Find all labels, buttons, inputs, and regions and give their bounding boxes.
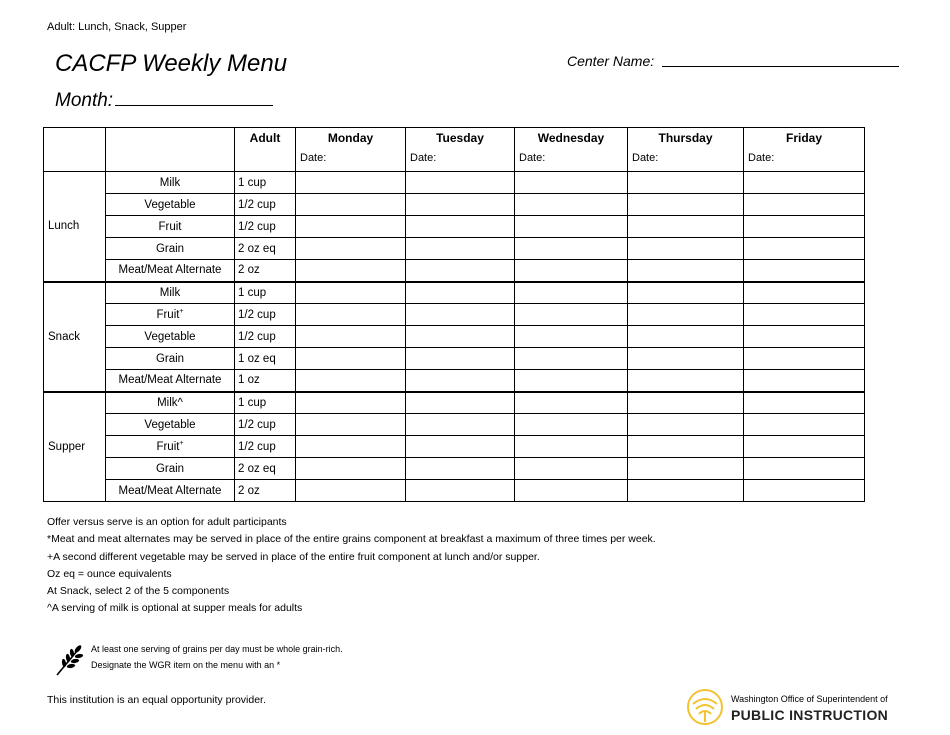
serving-amount: 2 oz eq: [235, 458, 296, 480]
menu-entry-cell[interactable]: [296, 282, 406, 304]
table-row: [44, 238, 865, 260]
table-row: [44, 480, 865, 502]
whole-grain-line: At least one serving of grains per day must be whole grain-rich.: [91, 644, 343, 654]
menu-entry-cell[interactable]: [744, 260, 865, 282]
center-name-label: Center Name:: [567, 53, 655, 69]
serving-amount: 1/2 cup: [235, 194, 296, 216]
serving-amount: 1/2 cup: [235, 216, 296, 238]
menu-entry-cell[interactable]: [296, 172, 406, 194]
menu-entry-cell[interactable]: [406, 172, 515, 194]
meal-label: Snack: [44, 282, 106, 392]
menu-entry-cell[interactable]: [406, 348, 515, 370]
menu-entry-cell[interactable]: [296, 326, 406, 348]
meal-label: Supper: [44, 392, 106, 502]
component-name: Grain: [155, 462, 185, 475]
menu-entry-cell[interactable]: [744, 392, 865, 414]
component-label: [106, 260, 235, 282]
menu-entry-cell[interactable]: [744, 348, 865, 370]
month-field[interactable]: [55, 90, 273, 112]
menu-entry-cell[interactable]: [628, 238, 744, 260]
menu-entry-cell[interactable]: [744, 414, 865, 436]
footnote-mark: +: [179, 307, 184, 315]
menu-entry-cell[interactable]: [296, 436, 406, 458]
whole-grain-line: Designate the WGR item on the menu with an *: [91, 660, 281, 670]
component-name: Milk: [159, 176, 181, 189]
footnote: *Meat and meat alternates may be served in place of the entire grains component at breakfast a maximum of three times per week.: [47, 533, 656, 546]
day-name: Friday: [785, 131, 822, 145]
component-label: [106, 282, 235, 304]
component-name: Meat/Meat Alternate: [118, 484, 222, 497]
component-label: [106, 238, 235, 260]
menu-entry-cell[interactable]: [628, 458, 744, 480]
adult-column-header: Adult: [235, 128, 296, 172]
menu-entry-cell[interactable]: [406, 238, 515, 260]
footnotes: [47, 514, 656, 618]
menu-entry-cell[interactable]: [296, 194, 406, 216]
day-name: Thursday: [658, 131, 713, 145]
date-label: Date:: [519, 152, 546, 164]
menu-entry-cell[interactable]: [296, 392, 406, 414]
menu-entry-cell[interactable]: [296, 216, 406, 238]
menu-entry-cell[interactable]: [628, 414, 744, 436]
table-row: [44, 172, 865, 194]
date-label: Date:: [748, 152, 775, 164]
menu-entry-cell[interactable]: [515, 480, 628, 502]
menu-entry-cell[interactable]: [628, 480, 744, 502]
component-name: Milk^: [157, 396, 183, 409]
table-row: [44, 392, 865, 414]
day-name: Wednesday: [537, 131, 605, 145]
footnote: +A second different vegetable may be served in place of the entire fruit component at lunch and/or supper.: [47, 550, 540, 563]
menu-entry-cell[interactable]: [628, 370, 744, 392]
menu-entry-cell[interactable]: [515, 436, 628, 458]
menu-entry-cell[interactable]: [744, 436, 865, 458]
table-row: [44, 216, 865, 238]
serving-amount: 1 cup: [235, 282, 296, 304]
menu-table: [43, 127, 865, 502]
menu-entry-cell[interactable]: [628, 392, 744, 414]
date-label: Date:: [632, 152, 659, 164]
menu-entry-cell[interactable]: [296, 370, 406, 392]
footnote: Oz eq = ounce equivalents: [47, 567, 172, 580]
menu-entry-cell[interactable]: [406, 282, 515, 304]
menu-subtitle: Adult: Lunch, Snack, Supper: [47, 21, 187, 33]
menu-entry-cell[interactable]: [515, 282, 628, 304]
day-header: [628, 128, 744, 172]
menu-entry-cell[interactable]: [515, 458, 628, 480]
menu-entry-cell[interactable]: [744, 238, 865, 260]
component-label: [106, 326, 235, 348]
table-row: [44, 458, 865, 480]
serving-amount: 2 oz: [235, 480, 296, 502]
menu-entry-cell[interactable]: [515, 260, 628, 282]
component-name: Meat/Meat Alternate: [118, 264, 222, 277]
day-header: [406, 128, 515, 172]
menu-entry-cell[interactable]: [628, 282, 744, 304]
component-name: Milk: [159, 286, 181, 299]
menu-entry-cell[interactable]: [515, 304, 628, 326]
component-name: Fruit: [156, 308, 180, 321]
meal-label: Lunch: [44, 172, 106, 282]
menu-entry-cell[interactable]: [628, 216, 744, 238]
table-row: [44, 326, 865, 348]
menu-entry-cell[interactable]: [406, 216, 515, 238]
menu-entry-cell[interactable]: [744, 304, 865, 326]
menu-entry-cell[interactable]: [628, 194, 744, 216]
menu-entry-cell[interactable]: [406, 480, 515, 502]
menu-entry-cell[interactable]: [515, 216, 628, 238]
component-name: Meat/Meat Alternate: [118, 374, 222, 387]
menu-entry-cell[interactable]: [628, 304, 744, 326]
day-header: [515, 128, 628, 172]
page-title: CACFP Weekly Menu: [55, 50, 288, 77]
equal-opportunity-statement: This institution is an equal opportunity provider.: [47, 694, 266, 706]
component-label: [106, 348, 235, 370]
menu-entry-cell[interactable]: [744, 458, 865, 480]
day-name: Monday: [327, 131, 374, 145]
menu-entry-cell[interactable]: [296, 348, 406, 370]
menu-entry-cell[interactable]: [406, 392, 515, 414]
menu-entry-cell[interactable]: [515, 370, 628, 392]
component-label: [106, 414, 235, 436]
footnote: ^A serving of milk is optional at supper meals for adults: [47, 602, 303, 615]
date-label: Date:: [410, 152, 437, 164]
table-row: [44, 414, 865, 436]
serving-amount: 2 oz: [235, 260, 296, 282]
menu-entry-cell[interactable]: [515, 172, 628, 194]
serving-amount: 1 oz eq: [235, 348, 296, 370]
wheat-icon: [53, 643, 85, 677]
month-label: Month:: [55, 90, 114, 111]
day-header: [744, 128, 865, 172]
component-label: [106, 216, 235, 238]
component-label: [106, 194, 235, 216]
menu-entry-cell[interactable]: [296, 480, 406, 502]
component-label: [106, 436, 235, 458]
footnote: At Snack, select 2 of the 5 components: [47, 585, 230, 598]
footnote: Offer versus serve is an option for adult participants: [47, 516, 287, 528]
serving-amount: 1/2 cup: [235, 304, 296, 326]
whole-grain-note: [91, 641, 343, 673]
menu-entry-cell[interactable]: [515, 392, 628, 414]
menu-entry-cell[interactable]: [406, 304, 515, 326]
menu-entry-cell[interactable]: [296, 304, 406, 326]
menu-entry-cell[interactable]: [406, 414, 515, 436]
component-name: Grain: [155, 242, 185, 255]
menu-entry-cell[interactable]: [628, 326, 744, 348]
serving-amount: 1 cup: [235, 392, 296, 414]
table-row: [44, 370, 865, 392]
menu-entry-cell[interactable]: [744, 282, 865, 304]
menu-entry-cell[interactable]: [628, 348, 744, 370]
menu-entry-cell[interactable]: [628, 172, 744, 194]
serving-amount: 1/2 cup: [235, 414, 296, 436]
serving-amount: 1 oz: [235, 370, 296, 392]
component-name: Vegetable: [144, 330, 196, 343]
table-header-row: [44, 128, 865, 172]
center-name-input-line[interactable]: [662, 66, 899, 67]
component-label: [106, 172, 235, 194]
day-name: Tuesday: [436, 131, 484, 145]
menu-entry-cell[interactable]: [515, 194, 628, 216]
table-row: [44, 304, 865, 326]
serving-amount: 1/2 cup: [235, 436, 296, 458]
menu-entry-cell[interactable]: [628, 436, 744, 458]
component-name: Fruit: [156, 440, 180, 453]
menu-entry-cell[interactable]: [406, 194, 515, 216]
component-label: [106, 370, 235, 392]
menu-entry-cell[interactable]: [744, 216, 865, 238]
menu-entry-cell[interactable]: [744, 480, 865, 502]
table-row: [44, 282, 865, 304]
component-name: Fruit: [158, 220, 182, 233]
menu-entry-cell[interactable]: [515, 414, 628, 436]
menu-entry-cell[interactable]: [406, 436, 515, 458]
menu-entry-cell[interactable]: [744, 194, 865, 216]
menu-entry-cell[interactable]: [515, 348, 628, 370]
menu-entry-cell[interactable]: [515, 326, 628, 348]
menu-entry-cell[interactable]: [296, 260, 406, 282]
serving-amount: 1 cup: [235, 172, 296, 194]
serving-amount: 1/2 cup: [235, 326, 296, 348]
menu-entry-cell[interactable]: [406, 370, 515, 392]
menu-entry-cell[interactable]: [628, 260, 744, 282]
menu-entry-cell[interactable]: [744, 326, 865, 348]
component-label: [106, 392, 235, 414]
menu-entry-cell[interactable]: [296, 238, 406, 260]
menu-entry-cell[interactable]: [515, 238, 628, 260]
menu-entry-cell[interactable]: [296, 458, 406, 480]
org-name-line: Washington Office of Superintendent of: [731, 694, 888, 704]
component-label: [106, 458, 235, 480]
component-label: [106, 304, 235, 326]
menu-entry-cell[interactable]: [296, 414, 406, 436]
table-row: [44, 260, 865, 282]
org-name-title: PUBLIC INSTRUCTION: [731, 707, 889, 723]
component-label: [106, 480, 235, 502]
ospi-logo-icon: [686, 688, 724, 726]
menu-entry-cell[interactable]: [406, 326, 515, 348]
component-name: Grain: [155, 352, 185, 365]
date-label: Date:: [300, 152, 327, 164]
component-name: Vegetable: [144, 418, 196, 431]
footnote-mark: +: [179, 439, 184, 447]
table-row: [44, 348, 865, 370]
month-input-line[interactable]: [115, 90, 273, 106]
menu-entry-cell[interactable]: [744, 370, 865, 392]
table-row: [44, 194, 865, 216]
day-header: [296, 128, 406, 172]
serving-amount: 2 oz eq: [235, 238, 296, 260]
component-name: Vegetable: [144, 198, 196, 211]
table-row: [44, 436, 865, 458]
menu-entry-cell[interactable]: [744, 172, 865, 194]
menu-entry-cell[interactable]: [406, 260, 515, 282]
menu-entry-cell[interactable]: [406, 458, 515, 480]
